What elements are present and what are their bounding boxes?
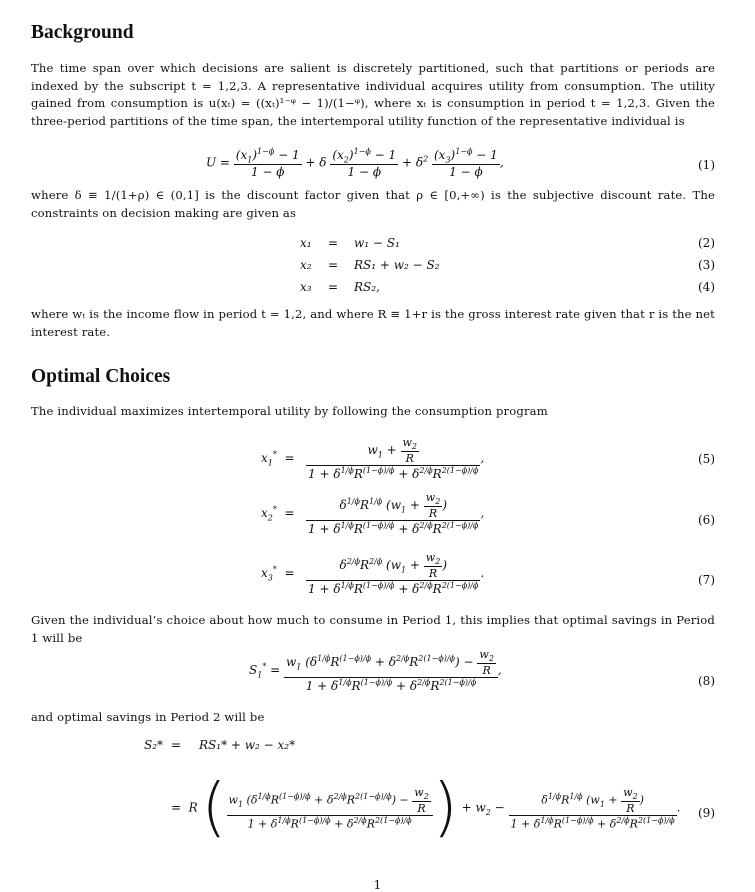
equation-4 [31,280,715,298]
equation-number: (1) [698,158,715,172]
equation-number: (8) [698,674,715,688]
equation-number: (2) [698,236,715,250]
paragraph-intro: The time span over which decisions are salient is discretely partitioned, such that partitions or periods are indexed by the subscript t = 1,2,3. A representative individual acquires utility from consumption. The utility gained from consumption is u(xₜ) = ((xₜ)¹⁻ᵠ − 1)/(1−ᵠ), where xₜ is consumption in period t = 1,2,3. Given the three-period partitions of the time span, the intertemporal utility function of the representative individual is [31,61,715,129]
section-heading-optimal: Optimal Choices [31,366,171,387]
equation-number: (4) [698,280,715,294]
paragraph-discount: where δ ≡ 1/(1+ρ) ∈ (0,1] is the discount factor given that ρ ∈ [0,+∞) is the subjective discount rate. The constraints on decision making are given as [31,188,715,220]
equation-5: $x_1^*$ = $w_1$ + $\frac{w_2}{R}$ $1 + \delta^{1/\phi}R^{(1-\phi)/\phi} + \delta^{2/\phi}R^{2(1-\phi)/\phi}$ , (5) [261,436,715,482]
eq-lhs: x₃ [300,280,312,294]
equation-number: (7) [698,573,715,587]
equation-number: (9) [698,806,715,820]
eq-rel: = [328,258,339,272]
eq-rhs: RS₁ + w₂ − S₂ [354,258,440,272]
eq-rel: = [171,738,182,752]
equation-9: = R ( $w_1$ $(\delta^{1/\phi}R^{(1-\phi)/\phi} + \delta^{2/\phi}R^{2(1-\phi)/\phi})$ − $\frac{w_2}{R}$ $1 + \delta^{1/\phi}R^{(1-\phi)/\phi} + \delta^{2/\phi}R^{2(1-\phi)/\phi}$ ) + $w_2$ − $\delta^{1/\phi}R^{1/\phi}$ ($w_1$ + $\frac{w_2}{R}$ ) $1 + \delta^{1/\phi}R^{(1-\phi)/\phi} + \delta^{2/\phi}R^{2(1-\phi)/\phi}$ . (9) [171,771,715,845]
eq-rhs: RS₂, [354,280,380,294]
eq-rel: = [328,280,339,294]
equation-3 [31,258,715,276]
equation-number: (6) [698,513,715,527]
eq-rhs: w₁ − S₁ [354,236,400,250]
eq-lhs: x₂ [300,258,312,272]
eq-lhs: S₂* [144,738,164,752]
paragraph-income: where wₜ is the income flow in period t = 1,2, and where R ≡ 1+r is the gross interest rate given that r is the net interest rate. [31,307,715,339]
section-heading-background: Background [31,22,134,43]
eq-lhs: x₁ [300,236,312,250]
equation-6: $x_2^*$ = $\delta^{1/\phi}R^{1/\phi}$ ($w_1$ + $\frac{w_2}{R}$ ) $1 + \delta^{1/\phi}R^{(1-\phi)/\phi} + \delta^{2/\phi}R^{2(1-\phi)/\phi}$ , (6) [261,491,715,537]
equation-number: (3) [698,258,715,272]
equation-7: $x_3^*$ = $\delta^{2/\phi}R^{2/\phi}$ ($w_1$ + $\frac{w_2}{R}$ ) $1 + \delta^{1/\phi}R^{(1-\phi)/\phi} + \delta^{2/\phi}R^{2(1-\phi)/\phi}$ . (7) [261,551,715,597]
equation-2 [31,236,715,254]
equation-number: (5) [698,452,715,466]
equation-9-line-1 [31,738,715,756]
paragraph-program: The individual maximizes intertemporal utility by following the consumption program [31,404,548,418]
eq-rhs: RS₁* + w₂ − x₂* [199,738,296,752]
paragraph-savings-2: and optimal savings in Period 2 will be [31,710,265,724]
equation-8: $S_1^*$ = $w_1$ $(\delta^{1/\phi}R^{(1-\phi)/\phi} + \delta^{2/\phi}R^{2(1-\phi)/\phi})$ − $\frac{w_2}{R}$ $1 + \delta^{1/\phi}R^{(1-\phi)/\phi} + \delta^{2/\phi}R^{2(1-\phi)/\phi}$ , (8) [249,648,715,694]
eq-rel: = [328,236,339,250]
paragraph-savings-1: Given the individual’s choice about how much to consume in Period 1, this implies that optimal savings in Period 1 will be [31,613,715,645]
equation-1: U = $\frac{(x_1)^{1-\phi} - 1}{1 - \phi}$ + δ $\frac{(x_2)^{1-\phi} - 1}{1 - \phi}$ + $\delta^2$ $\frac{(x_3)^{1-\phi} - 1}{1 - \phi}$ , (1) [206,147,715,180]
page-number: 1 [373,878,382,892]
